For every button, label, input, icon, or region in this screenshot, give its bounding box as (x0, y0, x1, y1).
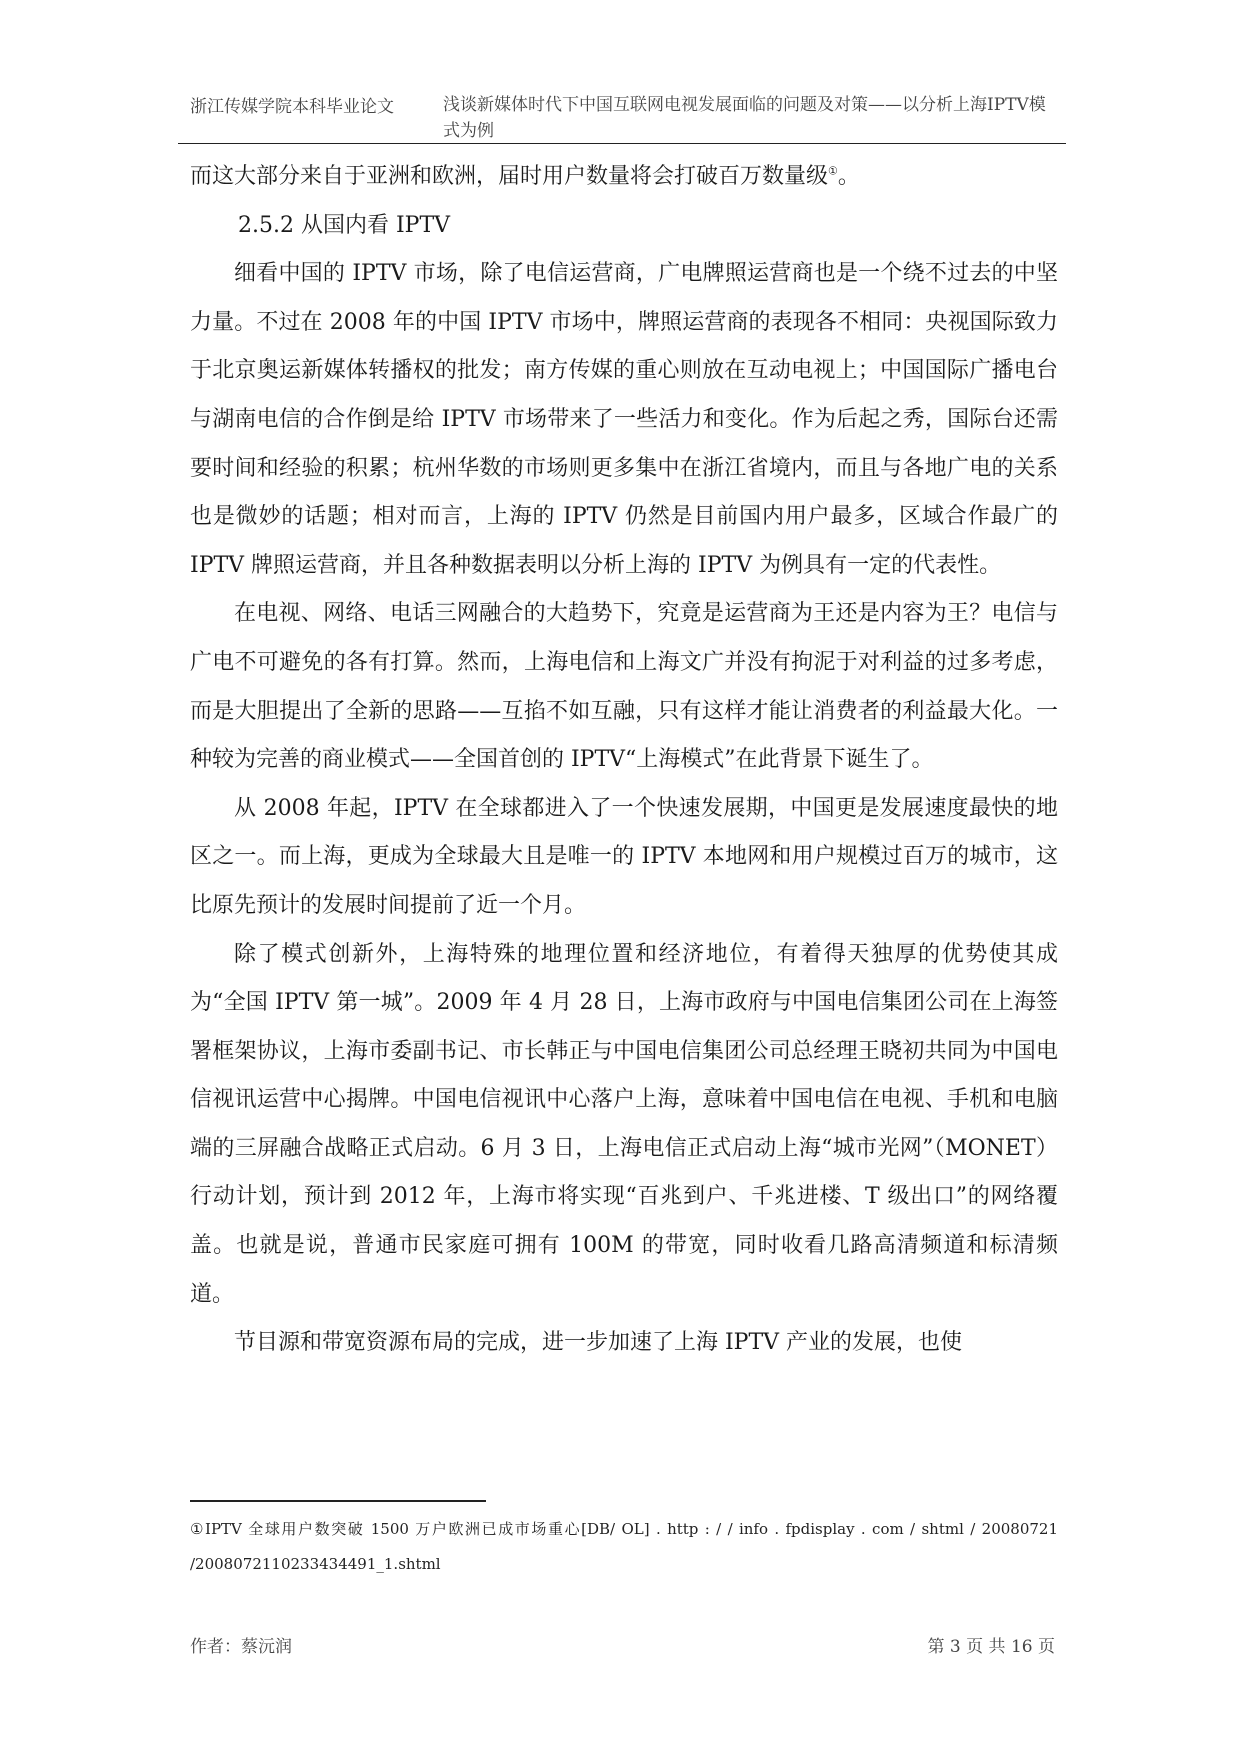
header-school: 浙江传媒学院本科毕业论文 (190, 97, 394, 117)
footnote-divider (190, 1500, 486, 1502)
paragraph-5: 节目源和带宽资源布局的完成，进一步加速了上海 IPTV 产业的发展，也使 (234, 1330, 963, 1356)
paragraph-3: 从 2008 年起，IPTV 在全球都进入了一个快速发展期，中国更是发展速度最快的地区之一。而上海，更成为全球最大且是唯一的 IPTV 本地网和用户规模过百万的城市，这比原先预计的发展时间提前了近一个月。 (190, 795, 1058, 918)
section-heading: 2.5.2 从国内看 IPTV (238, 212, 451, 238)
body-text (190, 153, 1058, 1368)
paragraph-continued-end: 。 (837, 164, 860, 189)
paragraph-continued (190, 153, 1058, 202)
footer-author: 作者：蔡沅润 (190, 1637, 292, 1657)
footer-page-number: 第 3 页 共 16 页 (927, 1637, 1055, 1657)
paragraph-2: 在电视、网络、电话三网融合的大趋势下，究竟是运营商为王还是内容为王？电信与广电不可避免的各有打算。然而，上海电信和上海文广并没有拘泥于对利益的过多考虑，而是大胆提出了全新的思路——互掐不如互融，只有这样才能让消费者的利益最大化。一种较为完善的商业模式——全国首创的 IPTV“上海模式”在此背景下诞生了。 (190, 601, 1058, 773)
header-divider (178, 143, 1066, 144)
paragraph-continued-text: 而这大部分来自于亚洲和欧洲，届时用户数量将会打破百万数量级 (190, 164, 829, 189)
paragraph-1: 细看中国的 IPTV 市场，除了电信运营商，广电牌照运营商也是一个绕不过去的中坚力量。不过在 2008 年的中国 IPTV 市场中，牌照运营商的表现各不相同：央视国际致力于北京奥运新媒体转播权的批发；南方传媒的重心则放在互动电视上；中国国际广播电台与湖南电信的合作倒是给 IPTV 市场带来了一些活力和变化。作为后起之秀，国际台还需要时间和经验的积累；杭州华数的市场则更多集中在浙江省境内，而且与各地广电的关系也是微妙的话题；相对而言，上海的 IPTV 仍然是目前国内用户最多，区域合作最广的 IPTV 牌照运营商，并且各种数据表明以分析上海的 IPTV 为例具有一定的代表性。 (190, 261, 1058, 578)
footnote-ref: ① (828, 164, 838, 178)
header-title: 浅谈新媒体时代下中国互联网电视发展面临的问题及对策——以分析上海IPTV模式为例 (443, 95, 1046, 141)
footnote: ①IPTV 全球用户数突破 1500 万户欧洲已成市场重心[DB/ OL] . http : / / info . fpdisplay . com / shtml / 20080721 /2008072110233434491_1.shtml (190, 1520, 1058, 1573)
paragraph-4: 除了模式创新外，上海特殊的地理位置和经济地位，有着得天独厚的优势使其成为“全国 IPTV 第一城”。2009 年 4 月 28 日，上海市政府与中国电信集团公司在上海签署框架协议，上海市委副书记、市长韩正与中国电信集团公司总经理王晓初共同为中国电信视讯运营中心揭牌。中国电信视讯中心落户上海，意味着中国电信在电视、手机和电脑端的三屏融合战略正式启动。6 月 3 日，上海电信正式启动上海“城市光网”（MONET）行动计划，预计到 2012 年，上海市将实现“百兆到户、千兆进楼、T 级出口”的网络覆盖。也就是说，普通市民家庭可拥有 100M 的带宽，同时收看几路高清频道和标清频道。 (190, 941, 1058, 1307)
